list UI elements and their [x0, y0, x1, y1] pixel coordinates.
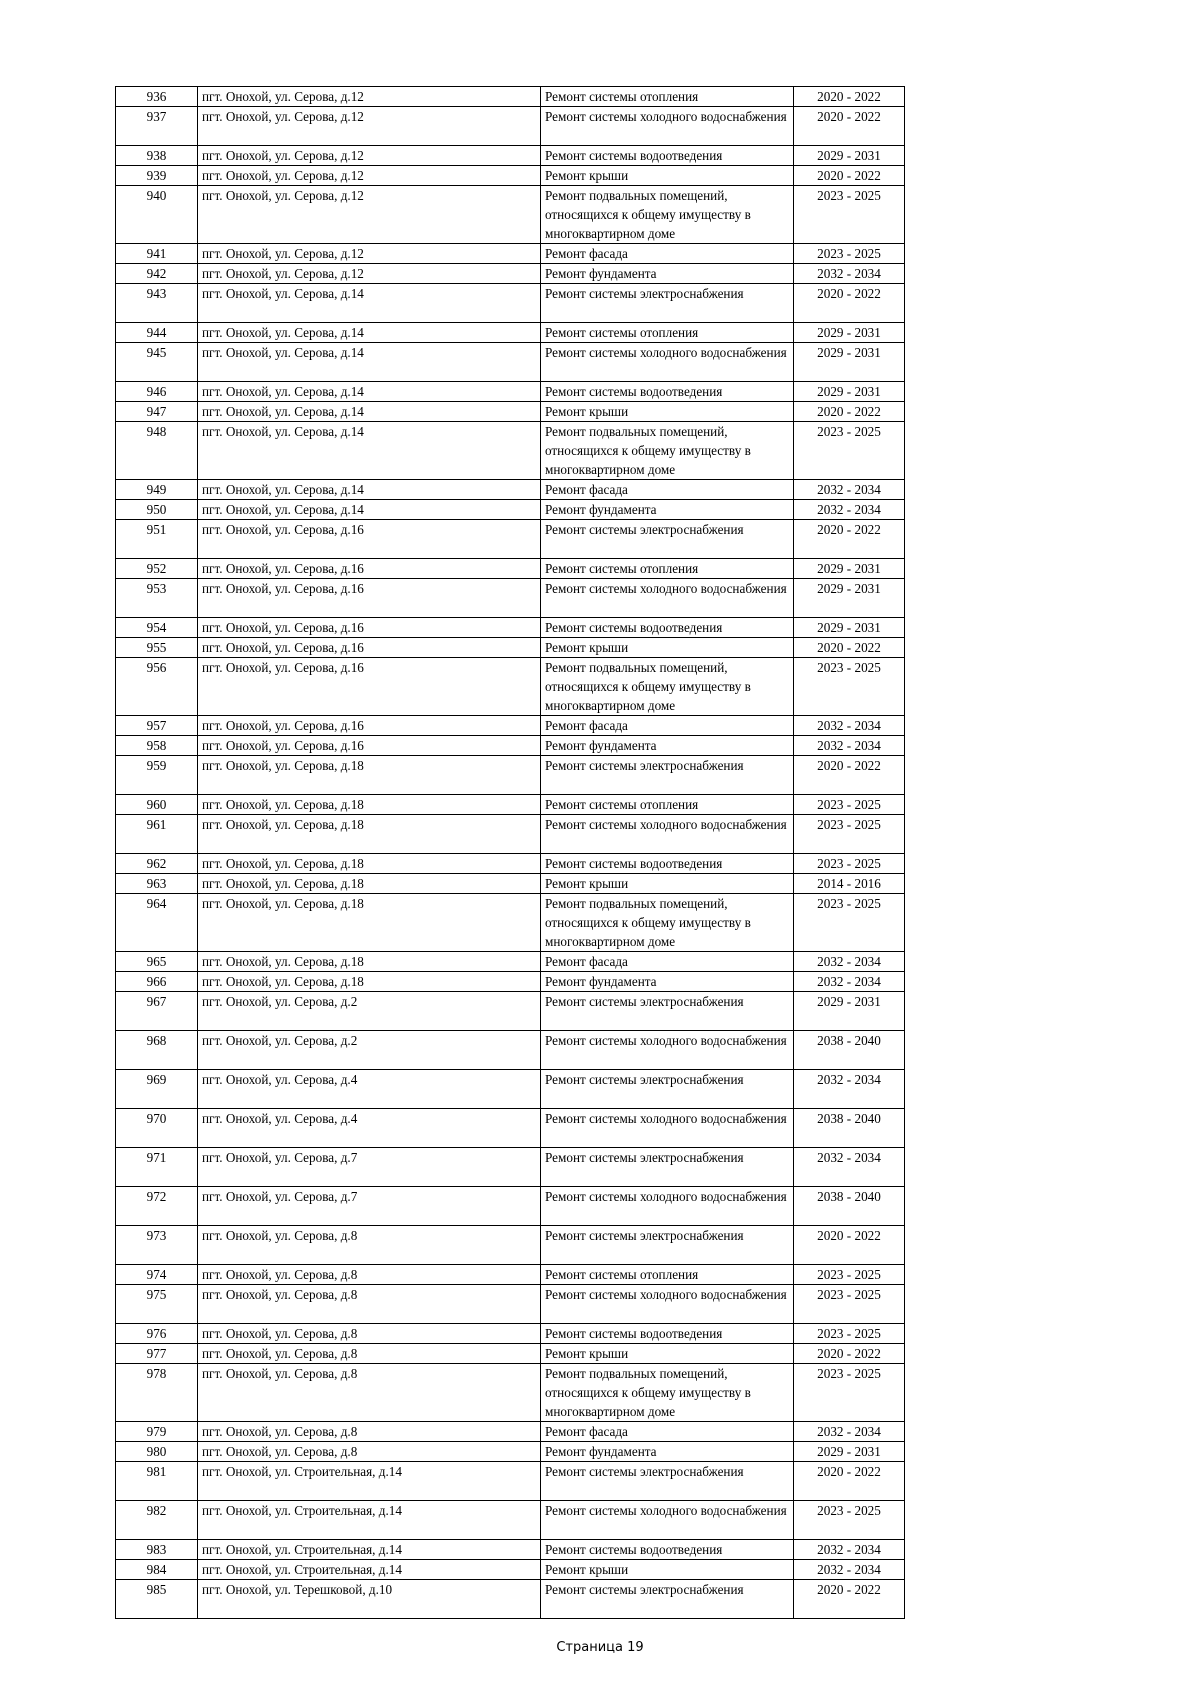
address-cell: пгт. Онохой, ул. Терешковой, д.10: [198, 1580, 541, 1619]
table-row: [116, 343, 905, 382]
table-row: [116, 323, 905, 343]
row-number: 973: [116, 1226, 198, 1265]
period-cell: 2038 - 2040: [794, 1109, 905, 1148]
period-cell: 2029 - 2031: [794, 323, 905, 343]
work-type-cell: Ремонт системы холодного водоснабжения: [541, 107, 794, 146]
table-row: [116, 1187, 905, 1226]
table-row: [116, 244, 905, 264]
address-cell: пгт. Онохой, ул. Серова, д.18: [198, 874, 541, 894]
table-row: [116, 658, 905, 716]
address-cell: пгт. Онохой, ул. Серова, д.8: [198, 1364, 541, 1422]
row-number: 946: [116, 382, 198, 402]
row-number: 975: [116, 1285, 198, 1324]
work-type-cell: Ремонт системы электроснабжения: [541, 1226, 794, 1265]
address-cell: пгт. Онохой, ул. Серова, д.12: [198, 244, 541, 264]
address-cell: пгт. Онохой, ул. Серова, д.18: [198, 795, 541, 815]
table-row: [116, 579, 905, 618]
period-cell: 2014 - 2016: [794, 874, 905, 894]
period-cell: 2020 - 2022: [794, 1462, 905, 1501]
table-row: [116, 146, 905, 166]
table-row: [116, 1070, 905, 1109]
period-cell: 2032 - 2034: [794, 1540, 905, 1560]
row-number: 967: [116, 992, 198, 1031]
table-row: [116, 638, 905, 658]
address-cell: пгт. Онохой, ул. Серова, д.18: [198, 972, 541, 992]
row-number: 982: [116, 1501, 198, 1540]
table-row: [116, 1580, 905, 1619]
period-cell: 2023 - 2025: [794, 422, 905, 480]
work-type-cell: Ремонт крыши: [541, 166, 794, 186]
work-type-cell: Ремонт системы водоотведения: [541, 382, 794, 402]
address-cell: пгт. Онохой, ул. Серова, д.14: [198, 480, 541, 500]
work-type-cell: Ремонт подвальных помещений, относящихся к общему имуществу в многоквартирном доме: [541, 658, 794, 716]
work-type-cell: Ремонт подвальных помещений, относящихся к общему имуществу в многоквартирном доме: [541, 894, 794, 952]
address-cell: пгт. Онохой, ул. Серова, д.14: [198, 402, 541, 422]
period-cell: 2020 - 2022: [794, 1344, 905, 1364]
page-footer: Страница 19: [556, 1640, 644, 1655]
table-row: [116, 992, 905, 1031]
address-cell: пгт. Онохой, ул. Серова, д.18: [198, 952, 541, 972]
row-number: 942: [116, 264, 198, 284]
row-number: 945: [116, 343, 198, 382]
period-cell: 2023 - 2025: [794, 1501, 905, 1540]
period-cell: 2032 - 2034: [794, 972, 905, 992]
work-type-cell: Ремонт системы холодного водоснабжения: [541, 579, 794, 618]
work-type-cell: Ремонт системы электроснабжения: [541, 284, 794, 323]
period-cell: 2023 - 2025: [794, 1285, 905, 1324]
period-cell: 2032 - 2034: [794, 500, 905, 520]
address-cell: пгт. Онохой, ул. Серова, д.18: [198, 854, 541, 874]
row-number: 985: [116, 1580, 198, 1619]
period-cell: 2020 - 2022: [794, 87, 905, 107]
row-number: 968: [116, 1031, 198, 1070]
table-row: [116, 422, 905, 480]
work-type-cell: Ремонт крыши: [541, 1344, 794, 1364]
work-type-cell: Ремонт системы водоотведения: [541, 618, 794, 638]
table-row: [116, 736, 905, 756]
work-type-cell: Ремонт системы электроснабжения: [541, 992, 794, 1031]
row-number: 937: [116, 107, 198, 146]
work-type-cell: Ремонт фасада: [541, 716, 794, 736]
period-cell: 2023 - 2025: [794, 658, 905, 716]
row-number: 948: [116, 422, 198, 480]
period-cell: 2032 - 2034: [794, 736, 905, 756]
work-type-cell: Ремонт системы электроснабжения: [541, 1070, 794, 1109]
period-cell: 2020 - 2022: [794, 1580, 905, 1619]
period-cell: 2029 - 2031: [794, 343, 905, 382]
work-type-cell: Ремонт системы электроснабжения: [541, 520, 794, 559]
table-row: [116, 1560, 905, 1580]
period-cell: 2023 - 2025: [794, 795, 905, 815]
table-row: [116, 1442, 905, 1462]
work-type-cell: Ремонт системы водоотведения: [541, 146, 794, 166]
row-number: 959: [116, 756, 198, 795]
period-cell: 2020 - 2022: [794, 520, 905, 559]
row-number: 956: [116, 658, 198, 716]
table-row: [116, 107, 905, 146]
work-type-cell: Ремонт фундамента: [541, 1442, 794, 1462]
row-number: 963: [116, 874, 198, 894]
row-number: 969: [116, 1070, 198, 1109]
row-number: 944: [116, 323, 198, 343]
address-cell: пгт. Онохой, ул. Серова, д.14: [198, 382, 541, 402]
table-row: [116, 480, 905, 500]
address-cell: пгт. Онохой, ул. Серова, д.4: [198, 1109, 541, 1148]
period-cell: 2023 - 2025: [794, 1324, 905, 1344]
work-type-cell: Ремонт фасада: [541, 952, 794, 972]
address-cell: пгт. Онохой, ул. Серова, д.12: [198, 264, 541, 284]
table-row: [116, 1540, 905, 1560]
work-type-cell: Ремонт системы отопления: [541, 87, 794, 107]
period-cell: 2020 - 2022: [794, 107, 905, 146]
work-type-cell: Ремонт фасада: [541, 1422, 794, 1442]
period-cell: 2029 - 2031: [794, 618, 905, 638]
address-cell: пгт. Онохой, ул. Серова, д.8: [198, 1422, 541, 1442]
address-cell: пгт. Онохой, ул. Серова, д.14: [198, 323, 541, 343]
repair-schedule-table: [115, 86, 905, 1619]
work-type-cell: Ремонт подвальных помещений, относящихся к общему имуществу в многоквартирном доме: [541, 186, 794, 244]
work-type-cell: Ремонт системы электроснабжения: [541, 1148, 794, 1187]
row-number: 953: [116, 579, 198, 618]
table-row: [116, 1285, 905, 1324]
work-type-cell: Ремонт фундамента: [541, 736, 794, 756]
work-type-cell: Ремонт фундамента: [541, 972, 794, 992]
address-cell: пгт. Онохой, ул. Строительная, д.14: [198, 1462, 541, 1501]
address-cell: пгт. Онохой, ул. Серова, д.8: [198, 1442, 541, 1462]
row-number: 952: [116, 559, 198, 579]
address-cell: пгт. Онохой, ул. Серова, д.4: [198, 1070, 541, 1109]
work-type-cell: Ремонт системы отопления: [541, 323, 794, 343]
work-type-cell: Ремонт подвальных помещений, относящихся к общему имуществу в многоквартирном доме: [541, 422, 794, 480]
work-type-cell: Ремонт фасада: [541, 244, 794, 264]
period-cell: 2020 - 2022: [794, 166, 905, 186]
period-cell: 2023 - 2025: [794, 854, 905, 874]
period-cell: 2020 - 2022: [794, 402, 905, 422]
period-cell: 2023 - 2025: [794, 244, 905, 264]
address-cell: пгт. Онохой, ул. Серова, д.7: [198, 1187, 541, 1226]
table-row: [116, 264, 905, 284]
table-row: [116, 618, 905, 638]
address-cell: пгт. Онохой, ул. Серова, д.8: [198, 1226, 541, 1265]
table-row: [116, 1501, 905, 1540]
table-row: [116, 1109, 905, 1148]
work-type-cell: Ремонт системы водоотведения: [541, 1324, 794, 1344]
work-type-cell: Ремонт системы холодного водоснабжения: [541, 1109, 794, 1148]
address-cell: пгт. Онохой, ул. Серова, д.2: [198, 1031, 541, 1070]
address-cell: пгт. Онохой, ул. Строительная, д.14: [198, 1540, 541, 1560]
row-number: 958: [116, 736, 198, 756]
table-row: [116, 1226, 905, 1265]
address-cell: пгт. Онохой, ул. Серова, д.16: [198, 559, 541, 579]
period-cell: 2038 - 2040: [794, 1187, 905, 1226]
table-row: [116, 894, 905, 952]
table-row: [116, 520, 905, 559]
work-type-cell: Ремонт системы холодного водоснабжения: [541, 815, 794, 854]
work-type-cell: Ремонт крыши: [541, 402, 794, 422]
table-row: [116, 1148, 905, 1187]
row-number: 972: [116, 1187, 198, 1226]
row-number: 981: [116, 1462, 198, 1501]
row-number: 974: [116, 1265, 198, 1285]
period-cell: 2038 - 2040: [794, 1031, 905, 1070]
work-type-cell: Ремонт системы электроснабжения: [541, 1580, 794, 1619]
address-cell: пгт. Онохой, ул. Серова, д.12: [198, 87, 541, 107]
work-type-cell: Ремонт системы отопления: [541, 795, 794, 815]
work-type-cell: Ремонт крыши: [541, 874, 794, 894]
work-type-cell: Ремонт системы водоотведения: [541, 854, 794, 874]
table-row: [116, 186, 905, 244]
address-cell: пгт. Онохой, ул. Серова, д.2: [198, 992, 541, 1031]
period-cell: 2032 - 2034: [794, 1422, 905, 1442]
row-number: 964: [116, 894, 198, 952]
work-type-cell: Ремонт системы отопления: [541, 1265, 794, 1285]
table-row: [116, 854, 905, 874]
row-number: 954: [116, 618, 198, 638]
table-row: [116, 87, 905, 107]
row-number: 977: [116, 1344, 198, 1364]
address-cell: пгт. Онохой, ул. Серова, д.12: [198, 166, 541, 186]
work-type-cell: Ремонт системы холодного водоснабжения: [541, 1501, 794, 1540]
address-cell: пгт. Онохой, ул. Серова, д.14: [198, 422, 541, 480]
period-cell: 2023 - 2025: [794, 815, 905, 854]
period-cell: 2029 - 2031: [794, 1442, 905, 1462]
row-number: 955: [116, 638, 198, 658]
table-row: [116, 874, 905, 894]
period-cell: 2032 - 2034: [794, 716, 905, 736]
table-row: [116, 795, 905, 815]
period-cell: 2020 - 2022: [794, 284, 905, 323]
work-type-cell: Ремонт системы отопления: [541, 559, 794, 579]
work-type-cell: Ремонт подвальных помещений, относящихся к общему имуществу в многоквартирном доме: [541, 1364, 794, 1422]
address-cell: пгт. Онохой, ул. Серова, д.16: [198, 618, 541, 638]
table-row: [116, 1324, 905, 1344]
period-cell: 2032 - 2034: [794, 1070, 905, 1109]
row-number: 965: [116, 952, 198, 972]
table-row: [116, 284, 905, 323]
address-cell: пгт. Онохой, ул. Серова, д.14: [198, 284, 541, 323]
row-number: 947: [116, 402, 198, 422]
address-cell: пгт. Онохой, ул. Серова, д.14: [198, 343, 541, 382]
period-cell: 2023 - 2025: [794, 1364, 905, 1422]
period-cell: 2020 - 2022: [794, 1226, 905, 1265]
period-cell: 2029 - 2031: [794, 382, 905, 402]
address-cell: пгт. Онохой, ул. Серова, д.18: [198, 815, 541, 854]
period-cell: 2023 - 2025: [794, 186, 905, 244]
address-cell: пгт. Онохой, ул. Серова, д.12: [198, 146, 541, 166]
row-number: 980: [116, 1442, 198, 1462]
address-cell: пгт. Онохой, ул. Строительная, д.14: [198, 1501, 541, 1540]
work-type-cell: Ремонт системы холодного водоснабжения: [541, 343, 794, 382]
work-type-cell: Ремонт фасада: [541, 480, 794, 500]
address-cell: пгт. Онохой, ул. Серова, д.16: [198, 658, 541, 716]
row-number: 940: [116, 186, 198, 244]
address-cell: пгт. Онохой, ул. Серова, д.8: [198, 1285, 541, 1324]
table-row: [116, 1031, 905, 1070]
row-number: 943: [116, 284, 198, 323]
work-type-cell: Ремонт системы электроснабжения: [541, 756, 794, 795]
table-row: [116, 166, 905, 186]
address-cell: пгт. Онохой, ул. Серова, д.12: [198, 107, 541, 146]
period-cell: 2029 - 2031: [794, 559, 905, 579]
row-number: 941: [116, 244, 198, 264]
work-type-cell: Ремонт фундамента: [541, 500, 794, 520]
row-number: 960: [116, 795, 198, 815]
row-number: 979: [116, 1422, 198, 1442]
row-number: 971: [116, 1148, 198, 1187]
row-number: 950: [116, 500, 198, 520]
work-type-cell: Ремонт системы электроснабжения: [541, 1462, 794, 1501]
work-type-cell: Ремонт крыши: [541, 638, 794, 658]
table-row: [116, 559, 905, 579]
period-cell: 2032 - 2034: [794, 1560, 905, 1580]
row-number: 984: [116, 1560, 198, 1580]
table-row: [116, 402, 905, 422]
period-cell: 2032 - 2034: [794, 264, 905, 284]
period-cell: 2029 - 2031: [794, 146, 905, 166]
table-row: [116, 972, 905, 992]
row-number: 961: [116, 815, 198, 854]
work-type-cell: Ремонт крыши: [541, 1560, 794, 1580]
period-cell: 2032 - 2034: [794, 480, 905, 500]
table-row: [116, 1422, 905, 1442]
table-row: [116, 716, 905, 736]
address-cell: пгт. Онохой, ул. Серова, д.16: [198, 736, 541, 756]
table-row: [116, 952, 905, 972]
work-type-cell: Ремонт фундамента: [541, 264, 794, 284]
row-number: 962: [116, 854, 198, 874]
address-cell: пгт. Онохой, ул. Серова, д.18: [198, 756, 541, 795]
address-cell: пгт. Онохой, ул. Серова, д.8: [198, 1344, 541, 1364]
table-row: [116, 1462, 905, 1501]
address-cell: пгт. Онохой, ул. Серова, д.16: [198, 716, 541, 736]
address-cell: пгт. Онохой, ул. Строительная, д.14: [198, 1560, 541, 1580]
period-cell: 2029 - 2031: [794, 579, 905, 618]
table-row: [116, 1265, 905, 1285]
table-body: [116, 87, 905, 1619]
work-type-cell: Ремонт системы холодного водоснабжения: [541, 1031, 794, 1070]
address-cell: пгт. Онохой, ул. Серова, д.16: [198, 638, 541, 658]
address-cell: пгт. Онохой, ул. Серова, д.16: [198, 520, 541, 559]
address-cell: пгт. Онохой, ул. Серова, д.14: [198, 500, 541, 520]
work-type-cell: Ремонт системы водоотведения: [541, 1540, 794, 1560]
address-cell: пгт. Онохой, ул. Серова, д.18: [198, 894, 541, 952]
row-number: 983: [116, 1540, 198, 1560]
period-cell: 2023 - 2025: [794, 1265, 905, 1285]
row-number: 936: [116, 87, 198, 107]
period-cell: 2020 - 2022: [794, 638, 905, 658]
row-number: 938: [116, 146, 198, 166]
work-type-cell: Ремонт системы холодного водоснабжения: [541, 1187, 794, 1226]
address-cell: пгт. Онохой, ул. Серова, д.12: [198, 186, 541, 244]
row-number: 970: [116, 1109, 198, 1148]
period-cell: 2023 - 2025: [794, 894, 905, 952]
row-number: 949: [116, 480, 198, 500]
row-number: 966: [116, 972, 198, 992]
row-number: 978: [116, 1364, 198, 1422]
table-row: [116, 500, 905, 520]
row-number: 951: [116, 520, 198, 559]
period-cell: 2032 - 2034: [794, 1148, 905, 1187]
row-number: 976: [116, 1324, 198, 1344]
table-row: [116, 1364, 905, 1422]
period-cell: 2029 - 2031: [794, 992, 905, 1031]
address-cell: пгт. Онохой, ул. Серова, д.16: [198, 579, 541, 618]
table-row: [116, 382, 905, 402]
address-cell: пгт. Онохой, ул. Серова, д.7: [198, 1148, 541, 1187]
table-row: [116, 1344, 905, 1364]
address-cell: пгт. Онохой, ул. Серова, д.8: [198, 1265, 541, 1285]
row-number: 957: [116, 716, 198, 736]
work-type-cell: Ремонт системы холодного водоснабжения: [541, 1285, 794, 1324]
period-cell: 2032 - 2034: [794, 952, 905, 972]
period-cell: 2020 - 2022: [794, 756, 905, 795]
row-number: 939: [116, 166, 198, 186]
table-row: [116, 756, 905, 795]
address-cell: пгт. Онохой, ул. Серова, д.8: [198, 1324, 541, 1344]
table-row: [116, 815, 905, 854]
